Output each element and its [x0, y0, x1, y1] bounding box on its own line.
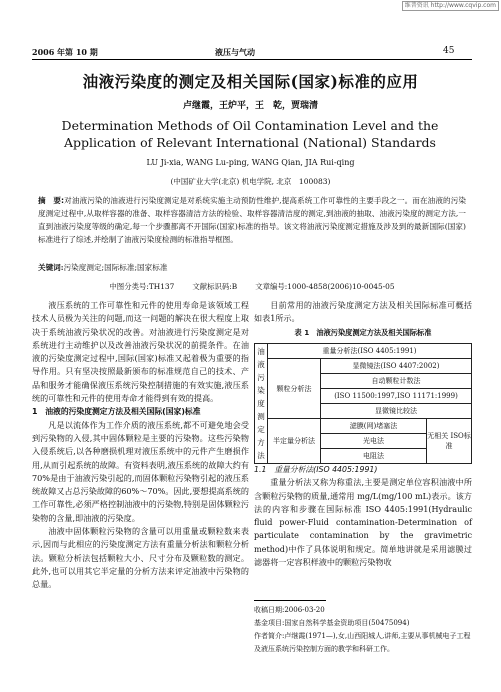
authors-en: LU Ji-xia, WANG Lu-ping, WANG Qian, JIA Rui-qing: [146, 158, 355, 167]
abstract: [38, 194, 466, 246]
keywords: [38, 262, 167, 273]
right-column-body: [254, 463, 472, 569]
affiliation: (中国矿业大学(北京) 机电学院, 北京 100083): [170, 177, 331, 186]
table-cell: 显微镜法(ISO 4407:2002): [321, 359, 472, 374]
table-cell: (ISO 11500:1997,ISO 11171:1999): [321, 389, 472, 404]
body-paragraph: 油液中固体颗粒污染物的含量可以用重量或颗粒数来表示,因而与此相应的污染度测定方法有重量分析法和颗粒分析法。颗粒分析法包括颗粒大小、尺寸分布及颗粒数的测定。此外,也可以用其它半定量的分析方法来评定油液中污染物的总量。: [32, 526, 249, 590]
section-heading: 1 油液的污染度测定方法及相关国际(国家)标准: [32, 407, 201, 417]
table-cell: 光电法: [321, 434, 427, 449]
body-paragraph: 重量分析法又称为称重法,主要是测定单位容积油液中所含颗粒污染物的质量,通常用 mg/L(mg/100 mL)表示。该方法的内容和步骤在国际标准 ISO 4405:1991(Hydraulic fluid power-Fluid contamination-Determination of particulate contamination by the gravimetric method)中作了具体说明和规定。简单地讲就是采用滤膜过滤器将一定容积样液中的颗粒污染物收: [254, 477, 472, 568]
keywords-label: 关键词:: [38, 263, 64, 272]
body-paragraph: 凡是以流体作为工作介质的液压系统,都不可避免地会受到污染物的入侵,其中固体颗粒是主要的污染物。这些污染物入侵系统后,以各种磨损机理对液压系统中的元件产生磨损作用,从而引起系统的故障。有资料表明,液压系统的故障大约有70%是由于油液污染引起的,而固体颗粒污染物引起的液压系统故障又占总污染故障的60%～70%。因此,要想提高系统的工作可靠性,必须严格控制油液中的污染物,特别是固体颗粒污染物的含量,即油液的污染度。: [32, 419, 249, 523]
table-cell: 重量分析法(ISO 4405:1991): [268, 344, 472, 359]
article-number: 文章编号:1000-4858(2006)10-0045-05: [255, 282, 395, 291]
table-cell: 滤膜(网)堵塞法: [321, 419, 427, 434]
issue-label: 2006 年第 10 期: [32, 47, 98, 57]
abstract-label: 摘 要:: [38, 196, 65, 205]
table-cell: 颗粒分析法: [268, 359, 321, 419]
header-divider: [32, 59, 472, 60]
table-cell: 电阻法: [321, 449, 427, 464]
footnote-author: 作者简介:卢继霞(1971—),女,山西阳城人,讲师,主要从事机械电子工程及液压系统污染控制方面的教学和科研工作。: [254, 632, 471, 653]
article-title-en: Determination Methods of Oil Contamination Level and the Application of Relevant International (National) Standards: [61, 118, 439, 150]
keywords-text: 污染度测定;国际标准;国家标准: [63, 263, 168, 272]
footnotes: [254, 604, 474, 656]
subsection-heading: 1.1 重量分析法(ISO 4405:1991): [254, 465, 378, 474]
clc-number: 中图分类号:TH137: [109, 282, 175, 291]
authors-cn: 卢继霞，王炉平，王 乾，贾瑞清: [182, 101, 318, 111]
article-title-cn: 油液污染度的测定及相关国际(国家)标准的应用: [82, 72, 419, 91]
footnote-received: 收稿日期:2006-03-20: [254, 606, 325, 614]
journal-name: 液压与气动: [215, 47, 255, 57]
left-column: [32, 299, 249, 592]
right-column-intro: [254, 299, 472, 326]
abstract-text: 对油液污染的油液进行污染度测定是对系统实施主动预防性维护,提高系统工作可靠性的主要手段之一。而在油液的污染度测定过程中,从取样容器的准备、取样容器清洁方法的检验、取样容器清洁度的测定,到油液的抽取、油液污染度的测定方法,一直到油液污染度等级的确定,每一个步骤都离不开国际(国家)标准的指导。该文将油液污染度测定措施及涉及到的最新国际(国家)标准进行了综述,并绘制了油液污染度检测的标准指导框图。: [38, 196, 466, 244]
page-number: 45: [443, 46, 455, 56]
table-cell: 自动颗粒计数法: [321, 374, 472, 389]
watermark: 维普资讯 http://www.cqvip.com: [402, 1, 499, 11]
intro-paragraph: 液压系统的工作可靠性和元件的使用寿命是该领域工程技术人员极为关注的问题,而这一问题的解决在很大程度上取决于系统油液污染状况的改善。对油液进行污染度测定是对系统进行主动维护以及改善油液污染状况的前提条件。在油液的污染度测定过程中,国际(国家)标准又起着极为重要的指导作用。只有坚决按照最新颁布的标准规范自己的技术、产品和服务才能确保液压系统污染控制措施的有效实施,液压系统的可靠性和元件的使用寿命才能得到有效的提高。: [32, 300, 249, 404]
table-cell: 显微镜比较法: [321, 404, 472, 419]
table-caption: 表 1 油液污染度测定方法及相关国际标准: [294, 328, 432, 337]
table-cell: 无相关 ISO标准: [427, 419, 472, 464]
table-intro: 目前常用的油液污染度测定方法及相关国际标准可概括如表1所示。: [254, 300, 472, 324]
table-cell: 半定量分析法: [268, 419, 321, 464]
footnote-fund: 基金项目:国家自然科学基金资助项目(50475094): [254, 619, 410, 627]
document-code: 文献标识码:B: [192, 282, 238, 291]
table-vertical-label: 油液污染度测定方法: [255, 344, 268, 464]
methods-table: [254, 343, 472, 464]
classification-line: [38, 281, 466, 292]
footnote-divider: [254, 600, 326, 601]
